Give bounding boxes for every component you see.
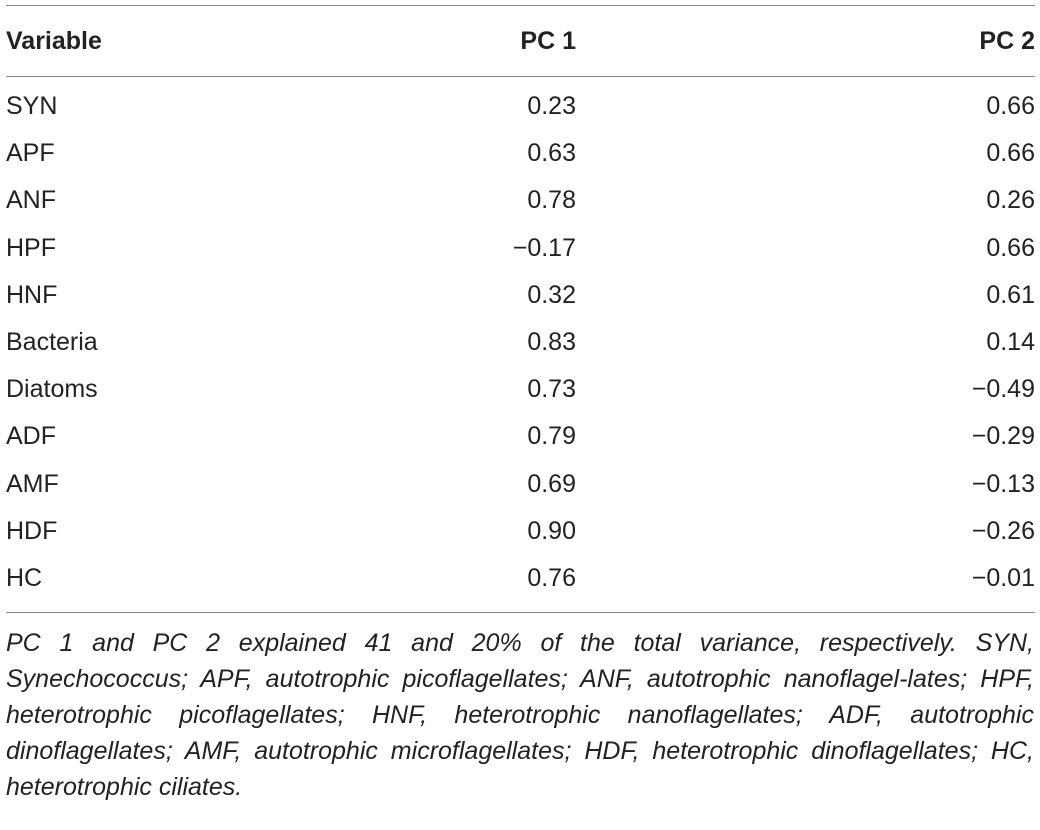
cell-variable: SYN bbox=[6, 92, 58, 121]
cell-pc1: 0.78 bbox=[527, 186, 576, 215]
table-header bbox=[6, 6, 1035, 77]
cell-variable: APF bbox=[6, 139, 55, 168]
table-row bbox=[6, 77, 1035, 131]
table-row bbox=[6, 461, 1035, 508]
table-row bbox=[6, 555, 1035, 613]
cell-pc1: 0.63 bbox=[527, 139, 576, 168]
cell-pc1: −0.17 bbox=[512, 233, 576, 262]
table-row bbox=[6, 319, 1035, 366]
cell-pc2: −0.01 bbox=[971, 563, 1035, 592]
cell-pc1: 0.32 bbox=[527, 280, 576, 309]
table-row bbox=[6, 508, 1035, 555]
cell-variable: ADF bbox=[6, 422, 56, 451]
table-footnote: PC 1 and PC 2 explained 41 and 20% of the total variance, respectively. SYN, Synechococcus; APF, autotrophic picoflagellates; ANF, autotrophic nanoflagel-lates; HPF, heterotrophic picoflagellates; HNF, heterotrophic nanoflagellates; ADF, autotrophic dinoflagellates; AMF, autotrophic microflagellates; HDF, heterotrophic dinoflagellates; HC, heterotrophic ciliates. bbox=[6, 629, 1034, 802]
cell-pc2: −0.26 bbox=[971, 516, 1035, 545]
cell-pc2: 0.66 bbox=[986, 92, 1035, 121]
cell-variable: AMF bbox=[6, 469, 59, 498]
cell-pc2: 0.26 bbox=[986, 186, 1035, 215]
pca-loadings-table bbox=[6, 5, 1035, 613]
cell-pc2: 0.66 bbox=[986, 139, 1035, 168]
cell-pc2: −0.29 bbox=[971, 422, 1035, 451]
cell-pc2: −0.49 bbox=[971, 375, 1035, 404]
cell-pc1: 0.79 bbox=[527, 422, 576, 451]
header-row bbox=[6, 6, 1035, 77]
cell-pc1: 0.83 bbox=[527, 328, 576, 357]
cell-pc1: 0.76 bbox=[527, 563, 576, 592]
cell-variable: HNF bbox=[6, 280, 58, 309]
pca-loadings-table-container bbox=[6, 5, 1035, 830]
cell-variable: ANF bbox=[6, 186, 56, 215]
cell-pc2: 0.61 bbox=[986, 280, 1035, 309]
table-body bbox=[6, 77, 1035, 613]
table-row bbox=[6, 272, 1035, 319]
table-row bbox=[6, 130, 1035, 177]
cell-pc2: −0.13 bbox=[971, 469, 1035, 498]
cell-variable: HDF bbox=[6, 516, 58, 545]
cell-pc1: 0.90 bbox=[527, 516, 576, 545]
table-row bbox=[6, 177, 1035, 224]
cell-pc1: 0.23 bbox=[527, 92, 576, 121]
header-pc1: PC 1 bbox=[520, 26, 576, 55]
table-row bbox=[6, 413, 1035, 460]
cell-variable: Diatoms bbox=[6, 375, 98, 404]
cell-variable: Bacteria bbox=[6, 328, 98, 357]
cell-pc2: 0.14 bbox=[986, 328, 1035, 357]
cell-pc2: 0.66 bbox=[986, 233, 1035, 262]
header-pc2: PC 2 bbox=[979, 26, 1035, 55]
cell-variable: HPF bbox=[6, 233, 56, 262]
cell-variable: HC bbox=[6, 563, 43, 592]
table-row bbox=[6, 366, 1035, 413]
header-variable: Variable bbox=[6, 26, 102, 55]
cell-pc1: 0.69 bbox=[527, 469, 576, 498]
cell-pc1: 0.73 bbox=[527, 375, 576, 404]
table-row bbox=[6, 225, 1035, 272]
